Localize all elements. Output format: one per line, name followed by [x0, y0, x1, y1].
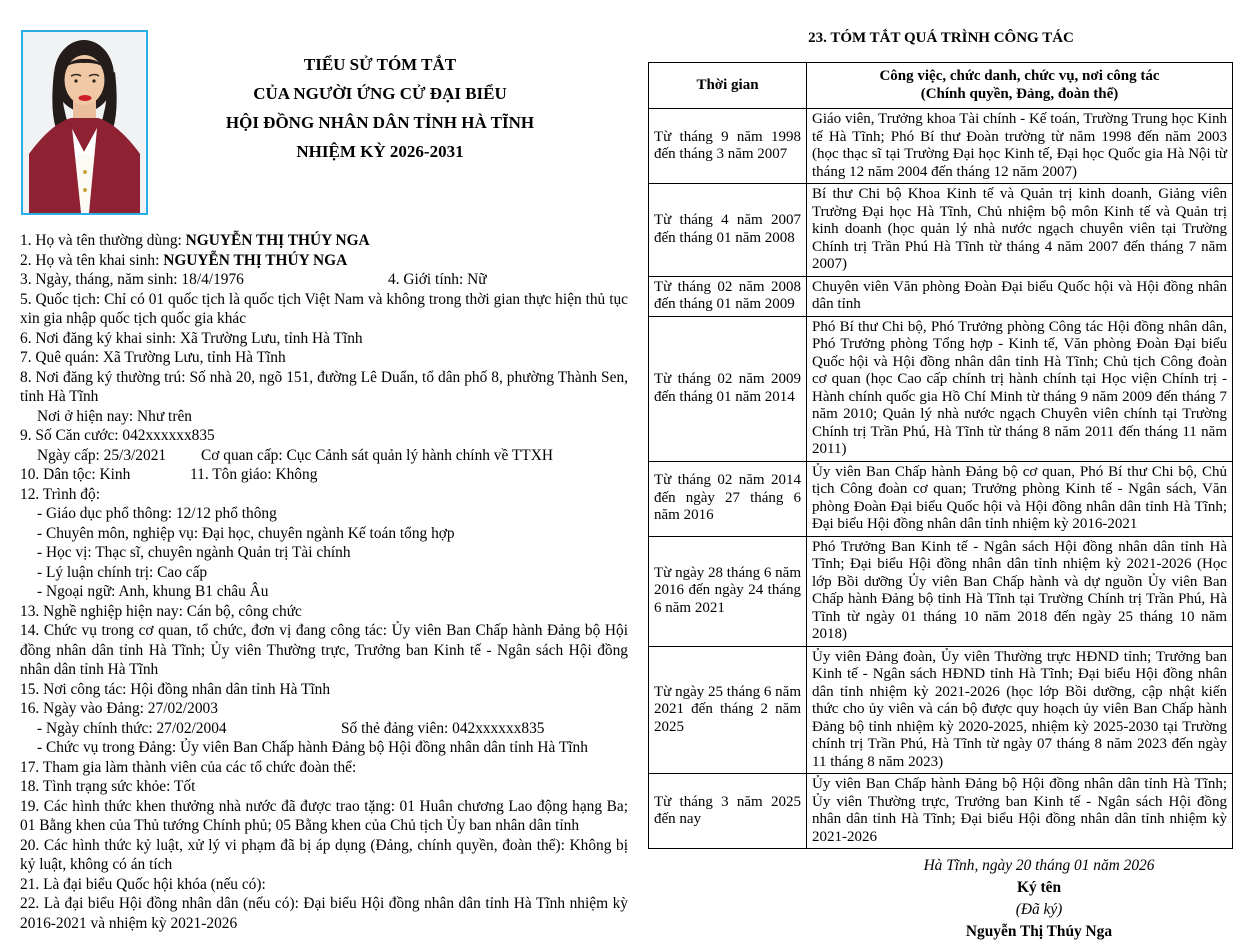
- bio-item-professional-education: - Chuyên môn, nghiệp vụ: Đại học, chuyên ngành Kế toán tổng hợp: [37, 524, 455, 542]
- biography-list: [20, 231, 628, 933]
- period-cell: Từ tháng 02 năm 2008 đến tháng 01 năm 2009: [649, 276, 807, 316]
- bio-item-dob-gender: 3. Ngày, tháng, năm sinh: 18/4/1976 4. Giới tính: Nữ: [20, 271, 487, 288]
- bio-item-foreign-language: - Ngoại ngữ: Anh, khung B1 châu Âu: [37, 583, 269, 600]
- title-line-1: TIỂU SỬ TÓM TẮT: [303, 55, 457, 74]
- bio-item-general-education: - Giáo dục phổ thông: 12/12 phổ thông: [37, 505, 277, 522]
- bio-item-education-header: 12. Trình độ:: [20, 485, 100, 503]
- detail-cell: Phó Bí thư Chi bộ, Phó Trưởng phòng Công tác Hội đồng nhân dân, Phó Trưởng phòng Tổng hợp - Kinh tế, Văn phòng Đoàn Đại biểu Quốc hội và Hội đồng nhân dân tỉnh Hà Tĩnh; Chủ tịch Công đoàn cơ quan (học Cao cấp chính trị hành chính tại Học viện Chính trị - Hành chính quốc gia Hồ Chí Minh từ tháng 9 năm 2009 đến tháng 7 năm 2010; Quản lý nhà nước ngạch Chuyên viên chính tại Trường Chính trị Trần Phú, Hà Tĩnh từ tháng 8 năm 2011 đến tháng 11 năm 2011): [807, 316, 1233, 461]
- bio-item-permanent-address: 8. Nơi đăng ký thường trú: Số nhà 20, ngõ 151, đường Lê Duẩn, tổ dân phố 8, phường Thành Sen, tỉnh Hà Tĩnh: [20, 368, 628, 405]
- candidate-photo: [21, 30, 148, 215]
- detail-cell: Ủy viên Ban Chấp hành Đảng bộ cơ quan, Phó Bí thư Chi bộ, Chủ tịch Công đoàn cơ quan; Trưởng phòng Kinh tế - Ngân sách, Văn phòng Đoàn Đại biểu Quốc hội và Hội đồng nhân dân tỉnh Hà Tĩnh; Đại biểu Hội đồng nhân dân tỉnh nhiệm kỳ 2016-2021: [807, 461, 1233, 536]
- detail-cell: Bí thư Chi bộ Khoa Kinh tế và Quản trị kinh doanh, Giảng viên Trường Đại học Hà Tĩnh, Chủ nhiệm bộ môn Kinh tế và Quản trị kinh doanh (học quản lý nhà nước ngạch chuyên viên tại Trường Chính trị Trần Phú Hà Tĩnh từ tháng 4 năm 2007 đến tháng 7 năm 2007): [807, 184, 1233, 277]
- detail-cell: Chuyên viên Văn phòng Đoàn Đại biểu Quốc hội và Hội đồng nhân dân tỉnh: [807, 276, 1233, 316]
- period-cell: Từ tháng 9 năm 1998 đến tháng 3 năm 2007: [649, 109, 807, 184]
- detail-cell: Phó Trưởng Ban Kinh tế - Ngân sách Hội đồng nhân dân tỉnh Hà Tĩnh; Đại biểu Hội đồng nhân dân tỉnh nhiệm kỳ 2021-2026 (Học lớp Bồi dưỡng Ủy viên Ban Chấp hành và dự nguồn Ủy viên Ban Chấp hành Đảng bộ tỉnh Hà Tĩnh tại Trường Chính trị Trần Phú, Hà Tĩnh từ ngày 01 tháng 10 năm 2018 đến ngày 25 tháng 10 năm 2018): [807, 536, 1233, 646]
- bio-item-occupation: 13. Nghề nghiệp hiện nay: Cán bộ, công chức: [20, 602, 302, 620]
- bio-item-party-join-date: 16. Ngày vào Đảng: 27/02/2003: [20, 700, 218, 717]
- biography-column: [20, 0, 630, 932]
- title-line-3: HỘI ĐỒNG NHÂN DÂN TỈNH HÀ TĨNH: [225, 113, 535, 132]
- candidate-birth-name: NGUYỄN THỊ THÚY NGA: [163, 251, 348, 269]
- candidate-name: NGUYỄN THỊ THÚY NGA: [185, 232, 370, 249]
- bio-item-full-name: 1. Họ và tên thường dùng: NGUYỄN THỊ THÚY NGA: [20, 232, 370, 249]
- portrait-illustration: [23, 32, 146, 213]
- signature-label: Ký tên: [1016, 879, 1062, 896]
- table-row: [649, 109, 1233, 184]
- signature-block: [846, 855, 1232, 943]
- bio-item-party-position: - Chức vụ trong Đảng: Ủy viên Ban Chấp hành Đảng bộ Hội đồng nhân dân tỉnh Hà Tĩnh: [37, 739, 588, 756]
- header-work-line-1: Công việc, chức danh, chức vụ, nơi công tác: [879, 68, 1160, 84]
- bio-item-party-official-date: - Ngày chính thức: 27/02/2004 Số thẻ đảng viên: 042xxxxxx835: [37, 719, 545, 737]
- header-work-line-2: (Chính quyền, Đảng, đoàn thể): [920, 85, 1119, 102]
- bio-item-health-status: 18. Tình trạng sức khỏe: Tốt: [20, 778, 196, 795]
- detail-cell: Ủy viên Đảng đoàn, Ủy viên Thường trực HĐND tỉnh; Trưởng ban Kinh tế - Ngân sách HĐND tỉnh Hà Tĩnh; Đại biểu Hội đồng nhân dân tỉnh nhiệm kỳ 2021-2026 (học lớp Bồi dưỡng, cập nhật kiến thức cho ủy viên và cán bộ được quy hoạch ủy viên Ban Chấp hành Đảng bộ tỉnh nhiệm kỳ 2020-2025, nhiệm kỳ 2025-2030 tại Trường chính trị Trần Phú, Hà Tĩnh từ ngày 07 tháng 8 năm 2023 đến ngày 11 tháng 8 năm 2023): [807, 646, 1233, 774]
- bio-item-national-assembly: 21. Là đại biểu Quốc hội khóa (nếu có):: [20, 875, 266, 893]
- title-line-4: NHIỆM KỲ 2026-2031: [296, 142, 464, 161]
- bio-item-current-position: 14. Chức vụ trong cơ quan, tổ chức, đơn vị đang công tác: Ủy viên Ban Chấp hành Đảng bộ Hội đồng nhân dân tỉnh Hà Tĩnh; Ủy viên Thường trực, Trưởng ban Kinh tế - Ngân sách Hội đồng nhân dân tỉnh Hà Tĩnh: [20, 622, 628, 678]
- header-time-column: Thời gian: [649, 63, 807, 109]
- detail-cell: Ủy viên Ban Chấp hành Đảng bộ Hội đồng nhân dân tỉnh Hà Tĩnh; Ủy viên Thường trực, Trưởng ban Kinh tế - Ngân sách Hội đồng nhân dân tỉnh Hà Tĩnh; Đại biểu Hội đồng nhân dân tỉnh nhiệm kỳ 2021-2026: [807, 774, 1233, 849]
- bio-item-nationality: 5. Quốc tịch: Chỉ có 01 quốc tịch là quốc tịch Việt Nam và không trong thời gian thực hiện thủ tục xin gia nhập quốc tịch quốc gia khác: [20, 290, 628, 327]
- table-row: [649, 276, 1233, 316]
- period-cell: Từ tháng 3 năm 2025 đến nay: [649, 774, 807, 849]
- career-history-table: [648, 62, 1233, 849]
- bio-item-organizations: 17. Tham gia làm thành viên của các tổ chức đoàn thể:: [20, 758, 357, 776]
- bio-item-ethnicity-religion: 10. Dân tộc: Kinh 11. Tôn giáo: Không: [20, 466, 318, 483]
- detail-cell: Giáo viên, Trưởng khoa Tài chính - Kế toán, Trường Trung học Kinh tế Hà Tĩnh; Phó Bí thư Đoàn trường từ năm 1998 đến năm 2003 (học thạc sĩ tại Trường Đại học Kinh tế, Đại học Quốc gia Hà Nội từ tháng 12 năm 2004 đến tháng 12 năm 2007): [807, 109, 1233, 184]
- period-cell: Từ ngày 25 tháng 6 năm 2021 đến tháng 2 năm 2025: [649, 646, 807, 774]
- bio-item-peoples-council: 22. Là đại biểu Hội đồng nhân dân (nếu có): Đại biểu Hội đồng nhân dân tỉnh Hà Tĩnh nhiệm kỳ 2016-2021 và nhiệm kỳ 2021-2026: [20, 895, 628, 932]
- bio-item-disciplinary: 20. Các hình thức kỷ luật, xử lý vi phạm đã bị áp dụng (Đảng, chính quyền, đoàn thể): Không bị kỷ luật, không có án tích: [20, 836, 628, 873]
- table-row: [649, 461, 1233, 536]
- period-cell: Từ tháng 02 năm 2009 đến tháng 01 năm 2014: [649, 316, 807, 461]
- title-line-2: CỦA NGƯỜI ỨNG CỬ ĐẠI BIỂU: [253, 84, 507, 103]
- bio-item-hometown: 7. Quê quán: Xã Trường Lưu, tỉnh Hà Tĩnh: [20, 349, 286, 366]
- table-header-row: [649, 63, 1233, 109]
- bio-item-academic-degree: - Học vị: Thạc sĩ, chuyên ngành Quản trị Tài chính: [37, 544, 351, 561]
- header-work-column: [807, 63, 1233, 109]
- table-row: [649, 536, 1233, 646]
- table-row: [649, 184, 1233, 277]
- period-cell: Từ tháng 4 năm 2007 đến tháng 01 năm 2008: [649, 184, 807, 277]
- bio-item-political-theory: - Lý luận chính trị: Cao cấp: [37, 563, 208, 581]
- bio-item-birth-name: 2. Họ và tên khai sinh: NGUYỄN THỊ THÚY NGA: [20, 251, 348, 269]
- career-section-title: 23. TÓM TẮT QUÁ TRÌNH CÔNG TÁC: [808, 30, 1074, 46]
- table-row: [649, 316, 1233, 461]
- bio-item-id-number: 9. Số Căn cước: 042xxxxxx835: [20, 427, 215, 444]
- career-column: [648, 0, 1234, 943]
- period-cell: Từ tháng 02 năm 2014 đến ngày 27 tháng 6 năm 2016: [649, 461, 807, 536]
- document-title: [145, 0, 615, 166]
- bio-item-id-issue: Ngày cấp: 25/3/2021 Cơ quan cấp: Cục Cảnh sát quản lý hành chính về TTXH: [37, 446, 553, 464]
- bio-item-birth-registration: 6. Nơi đăng ký khai sinh: Xã Trường Lưu, tỉnh Hà Tĩnh: [20, 329, 363, 347]
- bio-item-current-residence: Nơi ở hiện nay: Như trên: [37, 407, 192, 425]
- bio-item-workplace: 15. Nơi công tác: Hội đồng nhân dân tỉnh Hà Tĩnh: [20, 680, 331, 698]
- period-cell: Từ ngày 28 tháng 6 năm 2016 đến ngày 24 tháng 6 năm 2021: [649, 536, 807, 646]
- bio-item-awards: 19. Các hình thức khen thưởng nhà nước đã được trao tặng: 01 Huân chương Lao động hạng Ba; 01 Bằng khen của Thủ tướng Chính phủ; 05 Bằng khen của Chủ tịch Ủy ban nhân dân tỉnh: [20, 797, 628, 834]
- signed-note: (Đã ký): [1015, 901, 1063, 918]
- table-row: [649, 774, 1233, 849]
- signer-name: Nguyễn Thị Thúy Nga: [965, 923, 1113, 940]
- table-row: [649, 646, 1233, 774]
- signature-place-date: Hà Tĩnh, ngày 20 tháng 01 năm 2026: [923, 857, 1155, 874]
